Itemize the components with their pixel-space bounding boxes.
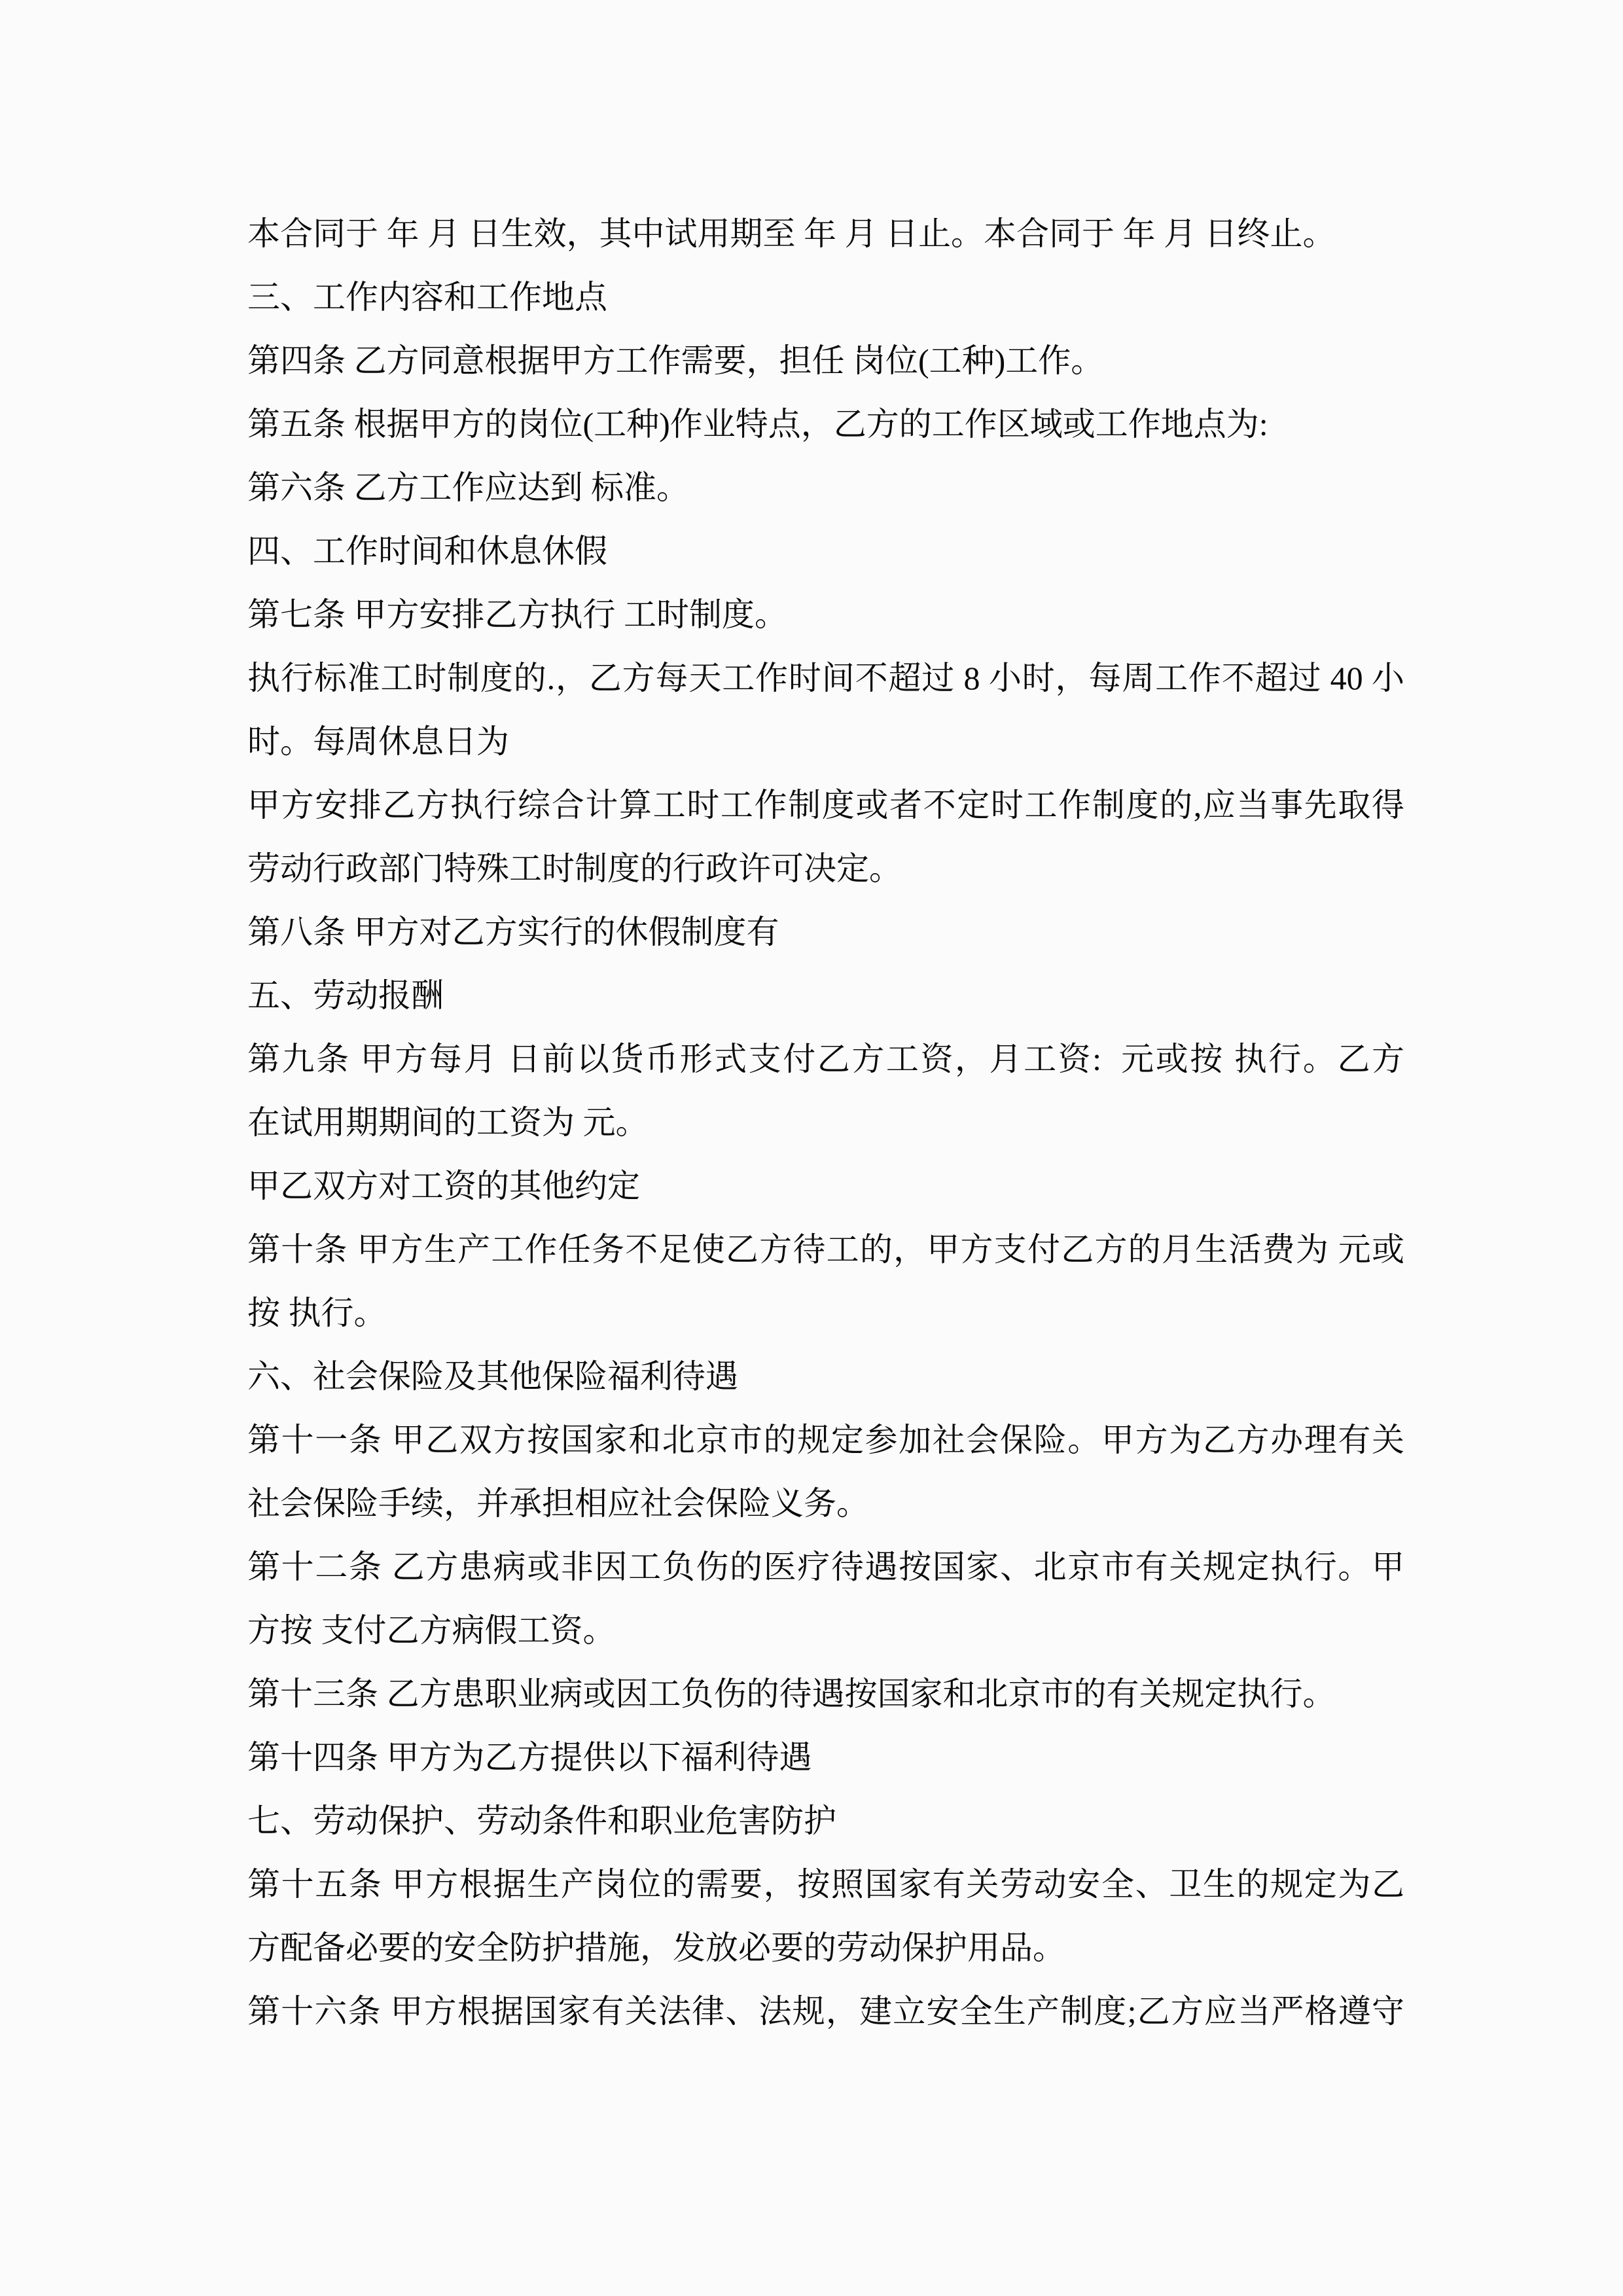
contract-line: 第十条 甲方生产工作任务不足使乙方待工的，甲方支付乙方的月生活费为 元或 [247,1231,1404,1268]
contract-line: 第十二条 乙方患病或非因工负伤的医疗待遇按国家、北京市有关规定执行。甲 [247,1549,1404,1585]
contract-line: 方配备必要的安全防护措施，发放必要的劳动保护用品。 [247,1929,1065,1966]
contract-line: 七、劳动保护、劳动条件和职业危害防护 [247,1803,836,1839]
contract-line: 第十四条 甲方为乙方提供以下福利待遇 [247,1739,812,1776]
contract-line: 在试用期期间的工资为 元。 [247,1104,649,1141]
contract-body [247,202,1404,2043]
contract-line: 本合同于 年 月 日生效，其中试用期至 年 月 日止。本合同于 年 月 日终止。 [247,215,1336,252]
contract-line: 方按 支付乙方病假工资。 [247,1612,616,1649]
contract-line: 三、工作内容和工作地点 [247,279,607,315]
contract-line: 第十一条 甲乙双方按国家和北京市的规定参加社会保险。甲方为乙方办理有关 [247,1422,1404,1458]
contract-line: 第五条 根据甲方的岗位(工种)作业特点，乙方的工作区域或工作地点为: [247,406,1268,442]
contract-line: 第十三条 乙方患职业病或因工负伤的待遇按国家和北京市的有关规定执行。 [247,1676,1336,1712]
contract-line: 劳动行政部门特殊工时制度的行政许可决定。 [247,850,902,887]
contract-line: 甲方安排乙方执行综合计算工时工作制度或者不定时工作制度的,应当事先取得 [247,787,1404,823]
contract-line: 第六条 乙方工作应达到 标准。 [247,469,689,506]
contract-line: 第十五条 甲方根据生产岗位的需要，按照国家有关劳动安全、卫生的规定为乙 [247,1866,1404,1903]
contract-line: 第十六条 甲方根据国家有关法律、法规，建立安全生产制度;乙方应当严格遵守 [247,1993,1404,2030]
contract-line: 五、劳动报酬 [247,977,444,1014]
contract-line: 执行标准工时制度的.，乙方每天工作时间不超过 8 小时，每周工作不超过 40 小 [247,660,1404,696]
contract-line: 时。每周休息日为 [247,723,509,760]
contract-line: 按 执行。 [247,1295,387,1331]
contract-line: 第九条 甲方每月 日前以货币形式支付乙方工资，月工资: 元或按 执行。乙方 [247,1041,1404,1077]
contract-line: 第八条 甲方对乙方实行的休假制度有 [247,914,779,950]
contract-line: 社会保险手续，并承担相应社会保险义务。 [247,1485,869,1522]
contract-line: 六、社会保险及其他保险福利待遇 [247,1358,738,1395]
contract-line: 第四条 乙方同意根据甲方工作需要，担任 岗位(工种)工作。 [247,342,1104,379]
contract-line: 四、工作时间和休息休假 [247,533,607,569]
contract-line: 第七条 甲方安排乙方执行 工时制度。 [247,596,787,633]
contract-line: 甲乙双方对工资的其他约定 [247,1168,640,1204]
